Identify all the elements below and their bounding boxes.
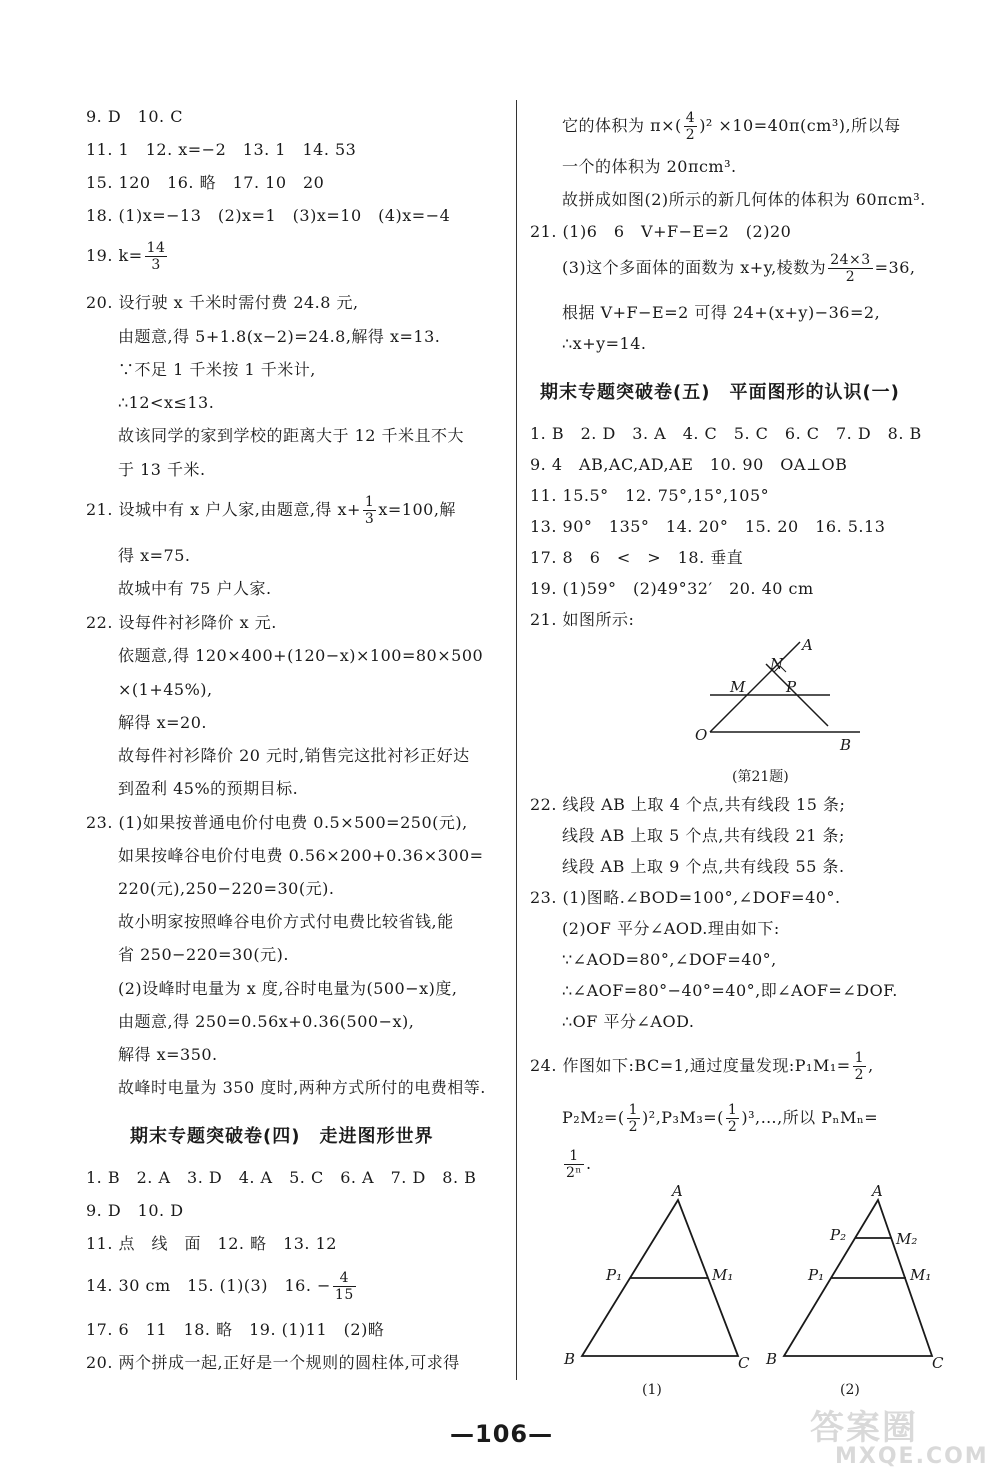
figure-caption: (第21题) bbox=[732, 769, 789, 785]
answer-line bbox=[562, 1102, 878, 1135]
label-p1: P₁ bbox=[808, 1266, 825, 1284]
answer-line: 故城中有 75 户人家. bbox=[118, 579, 272, 598]
numerator: 4 bbox=[333, 1270, 356, 1287]
answer-line: 11. 1 12. x=−2 13. 1 14. 53 bbox=[86, 140, 357, 159]
label-c: C bbox=[738, 1354, 750, 1372]
answer-line: ×(1+45%), bbox=[118, 680, 213, 699]
label-b: B bbox=[564, 1350, 576, 1368]
answer-line: 9. D 10. C bbox=[86, 107, 183, 126]
fraction bbox=[363, 494, 376, 527]
label-a: A bbox=[802, 636, 813, 654]
fraction bbox=[627, 1102, 640, 1135]
answer-line: 17. 8 6 < > 18. 垂直 bbox=[530, 548, 744, 567]
answer-line: ∵不足 1 千米按 1 千米计, bbox=[118, 360, 316, 379]
answer-line: 20. 两个拼成一起,正好是一个规则的圆柱体,可求得 bbox=[86, 1353, 460, 1372]
text-segment: 24. 作图如下:BC=1,通过度量发现:P₁M₁= bbox=[530, 1056, 851, 1075]
answer-line: 省 250−220=30(元). bbox=[118, 945, 289, 964]
answer-line: 23. (1)图略.∠BOD=100°,∠DOF=40°. bbox=[530, 888, 841, 907]
answer-line: 一个的体积为 20πcm³. bbox=[562, 157, 737, 176]
answer-line: 18. (1)x=−13 (2)x=1 (3)x=10 (4)x=−4 bbox=[86, 206, 451, 225]
figure-24-1 bbox=[560, 1182, 750, 1372]
answer-line: 于 13 千米. bbox=[118, 460, 206, 479]
fraction bbox=[684, 110, 697, 143]
answer-line: 13. 90° 135° 14. 20° 15. 20 16. 5.13 bbox=[530, 517, 886, 536]
text-segment: x=100,解 bbox=[378, 500, 456, 519]
answer-line: 故小明家按照峰谷电价方式付电费比较省钱,能 bbox=[118, 912, 454, 931]
answer-line: (2)设峰时电量为 x 度,谷时电量为(500−x)度, bbox=[118, 979, 458, 998]
answer-line: 由题意,得 250=0.56x+0.36(500−x), bbox=[118, 1012, 415, 1031]
numerator: 24×3 bbox=[830, 252, 871, 268]
figure-24-2 bbox=[764, 1182, 954, 1372]
answer-line: 23. (1)如果按普通电价付电费 0.5×500=250(元), bbox=[86, 813, 468, 832]
column-divider bbox=[516, 100, 517, 1380]
text-segment: . bbox=[585, 1154, 592, 1173]
text-segment: , bbox=[868, 1056, 874, 1075]
denominator: 2 bbox=[727, 1119, 738, 1135]
answer-line: 21. 如图所示: bbox=[530, 610, 635, 629]
watermark-logo: 答案圈 bbox=[810, 1408, 918, 1448]
denominator: 2ⁿ bbox=[566, 1165, 582, 1181]
answer-line: 解得 x=350. bbox=[118, 1045, 218, 1064]
answer-line bbox=[530, 1050, 874, 1083]
answer-line: 得 x=75. bbox=[118, 546, 191, 565]
answer-line: 15. 120 16. 略 17. 10 20 bbox=[86, 173, 325, 192]
answer-line bbox=[562, 252, 916, 285]
denominator: 15 bbox=[334, 1287, 354, 1303]
answer-line: 9. D 10. D bbox=[86, 1201, 184, 1220]
label-a: A bbox=[872, 1182, 883, 1200]
answer-line: 11. 点 线 面 12. 略 13. 12 bbox=[86, 1234, 337, 1253]
answer-line: (2)OF 平分∠AOD.理由如下: bbox=[562, 919, 780, 938]
fraction bbox=[828, 252, 872, 285]
answer-line: ∴OF 平分∠AOD. bbox=[562, 1012, 695, 1031]
label-a: A bbox=[672, 1182, 683, 1200]
answer-line: 依题意,得 120×400+(120−x)×100=80×500 bbox=[118, 646, 484, 665]
fraction bbox=[145, 240, 168, 273]
text-segment: )²,P₃M₃=( bbox=[642, 1108, 724, 1127]
answer-line: 220(元),250−220=30(元). bbox=[118, 879, 335, 898]
text-segment: =36, bbox=[874, 258, 916, 277]
figure-caption: (1) bbox=[642, 1382, 662, 1398]
text-segment: (3)这个多面体的面数为 x+y,棱数为 bbox=[562, 258, 827, 277]
answer-line bbox=[86, 494, 456, 527]
answer-line: ∵∠AOD=80°,∠DOF=40°, bbox=[562, 950, 777, 969]
answer-line: 22. 设每件衬衫降价 x 元. bbox=[86, 613, 277, 632]
numerator: 1 bbox=[364, 494, 375, 510]
denominator: 2 bbox=[854, 1067, 865, 1083]
label-n: N bbox=[770, 655, 784, 673]
answer-line: 22. 线段 AB 上取 4 个点,共有线段 15 条; bbox=[530, 795, 846, 814]
answer-line: 21. (1)6 6 V+F−E=2 (2)20 bbox=[530, 222, 792, 241]
section-heading: 期末专题突破卷(五) 平面图形的认识(一) bbox=[540, 382, 900, 403]
answer-line: 17. 6 11 18. 略 19. (1)11 (2)略 bbox=[86, 1320, 385, 1339]
answer-line bbox=[86, 1270, 358, 1303]
label-p: P bbox=[786, 678, 797, 696]
answer-line: 20. 设行驶 x 千米时需付费 24.8 元, bbox=[86, 293, 359, 312]
figure-caption: (2) bbox=[840, 1382, 860, 1398]
numerator: 1 bbox=[628, 1102, 639, 1118]
text-segment: )² ×10=40π(cm³),所以每 bbox=[699, 116, 901, 135]
fraction bbox=[333, 1270, 356, 1303]
answer-line: 线段 AB 上取 9 个点,共有线段 55 条. bbox=[562, 857, 845, 876]
denominator: 2 bbox=[628, 1119, 639, 1135]
answer-line: 如果按峰谷电价付电费 0.56×200+0.36×300= bbox=[118, 846, 484, 865]
answer-line: 故该同学的家到学校的距离大于 12 千米且不大 bbox=[118, 426, 465, 445]
answer-line: 19. (1)59° (2)49°32′ 20. 40 cm bbox=[530, 579, 814, 598]
numerator: 4 bbox=[685, 110, 696, 126]
answer-line: ∴∠AOF=80°−40°=40°,即∠AOF=∠DOF. bbox=[562, 981, 898, 1000]
text-segment: 21. 设城中有 x 户人家,由题意,得 x+ bbox=[86, 500, 361, 519]
label-m: M bbox=[730, 678, 746, 696]
answer-line bbox=[86, 240, 169, 273]
text-segment: 14. 30 cm 15. (1)(3) 16. − bbox=[86, 1276, 331, 1295]
label-b: B bbox=[840, 736, 852, 754]
answer-line: 解得 x=20. bbox=[118, 713, 207, 732]
section-heading: 期末专题突破卷(四) 走进图形世界 bbox=[130, 1126, 434, 1147]
fraction bbox=[564, 1148, 584, 1181]
answer-line: 故每件衬衫降价 20 元时,销售完这批衬衫正好达 bbox=[118, 746, 470, 765]
denominator: 3 bbox=[364, 511, 375, 527]
numerator: 1 bbox=[564, 1148, 584, 1165]
label-p1: P₁ bbox=[606, 1266, 623, 1284]
text-segment: 19. k= bbox=[86, 246, 143, 265]
denominator: 2 bbox=[845, 269, 856, 285]
answer-line: 9. 4 AB,AC,AD,AE 10. 90 OA⊥OB bbox=[530, 455, 848, 474]
label-m1: M₁ bbox=[712, 1266, 734, 1284]
answer-line: ∴12<x≤13. bbox=[118, 393, 215, 412]
answer-line: 故峰时电量为 350 度时,两种方式所付的电费相等. bbox=[118, 1078, 486, 1097]
label-o: O bbox=[695, 726, 708, 744]
label-b: B bbox=[766, 1350, 778, 1368]
answer-line bbox=[562, 110, 901, 143]
watermark-url: MXQE.COM bbox=[835, 1444, 989, 1469]
answer-line: 根据 V+F−E=2 可得 24+(x+y)−36=2, bbox=[562, 303, 881, 322]
answer-line: 1. B 2. D 3. A 4. C 5. C 6. C 7. D 8. B bbox=[530, 424, 922, 443]
answer-line bbox=[562, 1148, 592, 1181]
label-p2: P₂ bbox=[830, 1226, 847, 1244]
answer-line: ∴x+y=14. bbox=[562, 334, 647, 353]
fraction bbox=[726, 1102, 739, 1135]
numerator: 1 bbox=[854, 1050, 865, 1066]
figure-21 bbox=[690, 632, 870, 772]
answer-line: 线段 AB 上取 5 个点,共有线段 21 条; bbox=[562, 826, 845, 845]
answer-line: 到盈利 45%的预期目标. bbox=[118, 779, 299, 798]
numerator: 1 bbox=[727, 1102, 738, 1118]
fraction bbox=[853, 1050, 866, 1083]
label-c: C bbox=[932, 1354, 944, 1372]
text-segment: P₂M₂=( bbox=[562, 1108, 625, 1127]
text-segment: )³,…,所以 PₙMₙ= bbox=[741, 1108, 879, 1127]
page-number: —106— bbox=[450, 1420, 554, 1448]
answer-line: 故拼成如图(2)所示的新几何体的体积为 60πcm³. bbox=[562, 190, 926, 209]
text-segment: 它的体积为 π×( bbox=[562, 116, 682, 135]
numerator: 14 bbox=[146, 240, 166, 256]
denominator: 2 bbox=[685, 127, 696, 143]
label-m2: M₂ bbox=[896, 1230, 918, 1248]
label-m1: M₁ bbox=[910, 1266, 932, 1284]
denominator: 3 bbox=[151, 257, 161, 273]
answer-line: 1. B 2. A 3. D 4. A 5. C 6. A 7. D 8. B bbox=[86, 1168, 477, 1187]
answer-line: 11. 15.5° 12. 75°,15°,105° bbox=[530, 486, 770, 505]
answer-line: 由题意,得 5+1.8(x−2)=24.8,解得 x=13. bbox=[118, 327, 441, 346]
